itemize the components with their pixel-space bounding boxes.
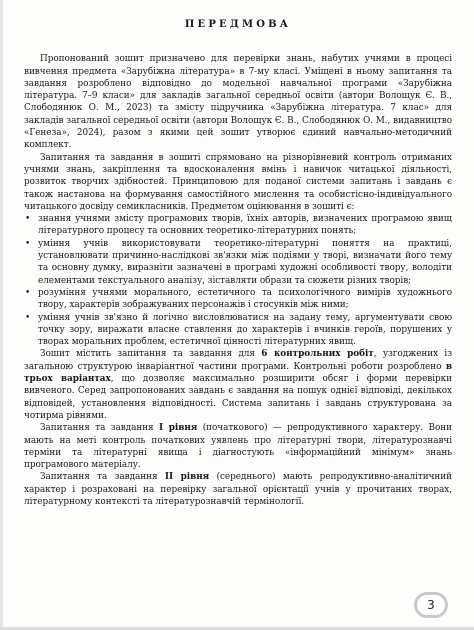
bold-text: ІІ рівня [164,472,210,483]
paragraph-structure [24,348,452,422]
text-span: , узгоджених із загальною структурою інваріантної частини програми. Контрольні роботи розроблено [24,349,453,372]
list-item: • уміння учнів використовувати теоретико-літературні поняття на практиці, установлювати причинно-наслідкові зв'язки між подіями у творі, визначати його тему та основну думку, виразніти зазначені в програмі художні особливості твору, володіти елементами текстуального аналізу, зіставляти образи та сюжети різних творів; [24,238,452,287]
bold-text: в трьох варіантах [24,361,452,385]
text-span: Зошит містить запитання та завдання для [40,349,262,360]
paragraph-assessment: Запитання та завдання в зошиті спрямовано на різнорівневий контроль отриманих учнями знань, закріплення та вдосконалення вмінь і навичок читацької діяльності, розвиток творчих здібностей. Принциповою для поданої системи запитань і завдань є також настанова на формування самостійного мислення та особистісно-індивідуального читацького досвіду семикласників. Предметом оцінювання в зошиті є: [24,152,452,212]
assessment-list [24,213,452,348]
text-span: Запитання та завдання [40,472,165,483]
bold-text: І рівня [159,423,198,434]
page-number: 3 [427,598,435,612]
bold-text: 6 контрольних робіт [261,349,374,360]
page-edge-left [0,0,3,630]
text-span: Запитання та завдання [40,423,159,434]
paragraph-level-1 [24,422,452,471]
page-number-badge [414,592,448,618]
page-title: ПЕРЕДМОВА [184,19,292,30]
paragraph-level-2 [24,471,452,508]
text-span: , що дозволяє максимально розширити обсяг і форми перевірки вивченого. Серед запропонованих завдань є завдання на пошук однієї відповіді, декількох відповідей, установлення відповідності. Система запитань і завдань структурована за чотирма рівнями. [24,374,452,421]
text-span: (середнього) мають репродуктивно-аналітичний характер і розраховані на перевірку загальної орієнтації учнів у прочитаних творах, літературному контексті та літературознавчій термінології. [24,472,452,507]
list-item: • розуміння учнями морального, естетичного та психологічного вимірів художнього твору, характерів зображуваних персонажів і стосунків між ними; [24,287,452,312]
list-item: • уміння учнів зв'язно й логічно висловлюватися на задану тему, аргументувати свою точку зору, виражати власне ставлення до характерів і вчинків героїв, порушених у творах моральних проблем, естетичної цінності літературних явищ. [24,312,452,349]
paragraph-intro: Пропонований зошит призначено для перевірки знань, набутих учнями в процесі вивчення предмета «Зарубіжна література» в 7-му класі. Уміщені в ньому запитання та завдання розроблено відповідно до модельної навчальної програми «Зарубіжна література. 7–9 класи» для закладів загальної середньої освіти (автори Волощук Є. В., Слободянюк О. М., 2023) та змісту підручника «Зарубіжна література. 7 клас» для закладів загальної середньої освіти (автори Волощук Є. В., Слободянюк О. М., видавництво «Генеза», 2024), разом з якими цей зошит утворює єдиний навчально-методичний комплект. [24,54,452,151]
text-span: (початкового) — репродуктивного характеру. Вони мають на меті контроль початкових уявлень про літературні твори, літературознавчі терміни та літературні явища і діагностують «інформаційний мінімум» знань програмового матеріалу. [24,423,453,471]
list-item: • знання учнями змісту програмових творів, їхніх авторів, визначених програмою явищ літературного процесу та основних теоретико-літературних понять; [24,213,452,238]
page-content [24,19,452,508]
